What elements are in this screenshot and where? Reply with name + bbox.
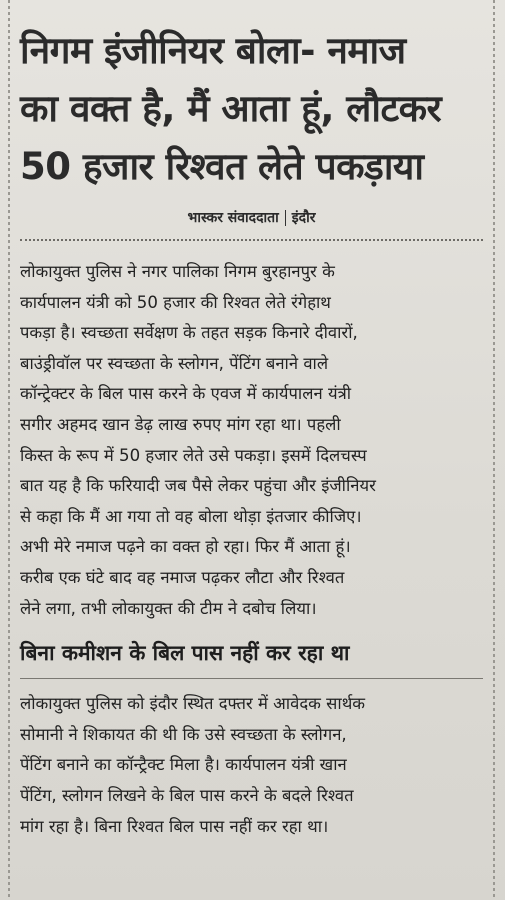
text-line: बाउंड्रीवॉल पर स्वच्छता के स्लोगन, पेंटिंग बनाने वाले: [20, 353, 329, 373]
text-line: लोकायुक्त पुलिस को इंदौर स्थित दफ्तर में आवेदक सार्थक: [20, 694, 366, 714]
headline-line: निगम इंजीनियर बोला- नमाज: [20, 29, 406, 72]
text-line: बात यह है कि फरियादी जब पैसे लेकर पहुंचा और इंजीनियर: [20, 476, 376, 496]
text-line: पेंटिंग बनाने का कॉन्ट्रैक्ट मिला है। कार्यपालन यंत्री खान: [20, 755, 347, 775]
headline-line: 50 हजार रिश्वत लेते पकड़ाया: [20, 145, 424, 188]
text-line: कॉन्ट्रेक्टर के बिल पास करने के एवज में कार्यपालन यंत्री: [20, 384, 352, 404]
byline-reporter: भास्कर संवाददाता: [187, 210, 279, 226]
text-line: पकड़ा है। स्वच्छता सर्वेक्षण के तहत सड़क किनारे दीवारों,: [20, 323, 358, 343]
text-line: लोकायुक्त पुलिस ने नगर पालिका निगम बुरहानपुर के: [20, 262, 335, 281]
clipping-right-edge: [493, 0, 495, 900]
text-line: से कहा कि मैं आ गया तो वह बोला थोड़ा इंतजार कीजिए।: [20, 506, 362, 526]
text-line: कार्यपालन यंत्री को 50 हजार की रिश्वत लेते रंगेहाथ: [20, 292, 331, 312]
byline-separator: [285, 210, 286, 226]
text-line: अभी मेरे नमाज पढ़ने का वक्त हो रहा। फिर मैं आता हूं।: [20, 537, 351, 557]
text-line: किस्त के रूप में 50 हजार लेते उसे पकड़ा। इसमें दिलचस्प: [20, 445, 367, 465]
headline: [20, 0, 483, 196]
byline: [20, 208, 483, 241]
text-line: सोमानी ने शिकायत की थी कि उसे स्वच्छता के स्लोगन,: [20, 724, 347, 744]
clipping-left-edge: [8, 0, 10, 900]
byline-city: इंदौर: [291, 210, 316, 226]
article-paragraph-2: [20, 689, 483, 842]
text-line: सगीर अहमद खान डेढ़ लाख रुपए मांग रहा था। पहली: [20, 414, 341, 434]
text-line: मांग रहा है। बिना रिश्वत बिल पास नहीं कर रहा था।: [20, 816, 329, 836]
subheading: बिना कमीशन के बिल पास नहीं कर रहा था: [20, 636, 483, 679]
article-paragraph-1: [20, 257, 483, 624]
text-line: लेने लगा, तभी लोकायुक्त की टीम ने दबोच लिया।: [20, 598, 317, 618]
headline-line: का वक्त है, मैं आता हूं, लौटकर: [20, 87, 442, 130]
text-line: पेंटिंग, स्लोगन लिखने के बिल पास करने के बदले रिश्वत: [20, 785, 354, 805]
text-line: करीब एक घंटे बाद वह नमाज पढ़कर लौटा और रिश्वत: [20, 567, 345, 587]
